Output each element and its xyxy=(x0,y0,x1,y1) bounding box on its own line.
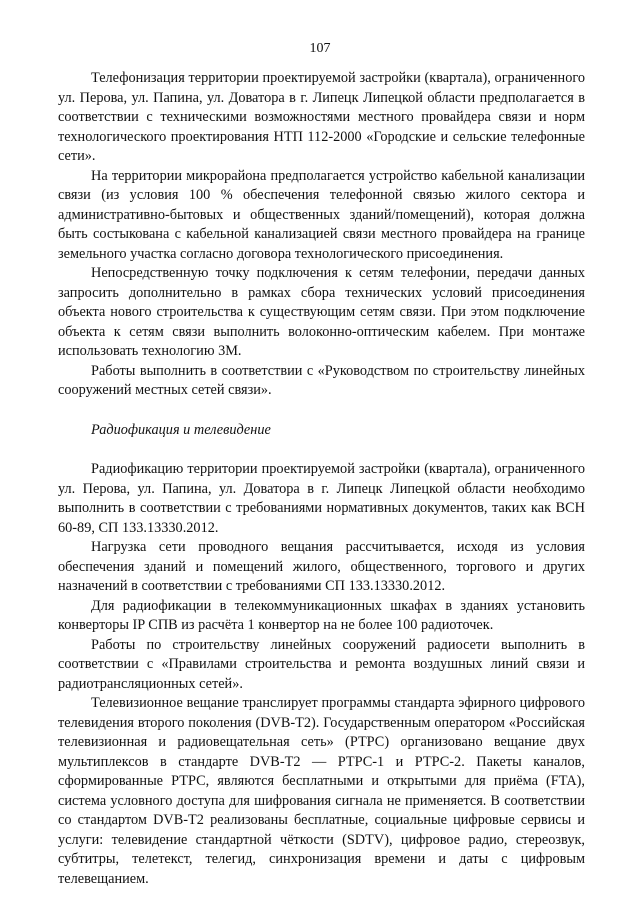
paragraph-network-load: Нагрузка сети проводного вещания рассчитывается, исходя из условия обеспечения зданий и помещений жилого, общественного, торгового и других назначений в соответствии с требованиями СП 133.13330.2012. xyxy=(58,539,585,594)
paragraph-converters: Для радиофикации в телекоммуникационных шкафах в зданиях установить конверторы IP СПВ из расчёта 1 конвертор на не более 100 радиоточек. xyxy=(58,597,585,633)
page-body xyxy=(58,69,585,889)
paragraph-connection-point: Непосредственную точку подключения к сетям телефонии, передачи данных запросить дополнительно в рамках сбора технических условий присоединения объекта нового строительства к существующим сетям связи. При этом подключение объекта к сетям связи выполнить волоконно-оптическим кабелем. При монтаже использовать технологию 3М. xyxy=(58,265,585,359)
paragraph-cable-canalization: На территории микрорайона предполагается устройство кабельной канализации связи (из условия 100 % обеспечения телефонной связью жилого сектора и административно-бытовых и общественных зданий/помещений), которая должна быть состыкована с кабельной канализацией связи местного провайдера на границе земельного участка согласно договора технологического присоединения. xyxy=(58,167,585,262)
paragraph-television: Телевизионное вещание транслирует программы стандарта эфирного цифрового телевидения второго поколения (DVB-T2). Государственным оператором «Российская телевизионная и радиовещательная сеть» (РТРС) организовано вещание двух мультиплексов в стандарте DVB-T2 — РТРС-1 и РТРС-2. Пакеты каналов, сформированные РТРС, являются бесплатными и открытыми для приёма (FTA), система условного доступа для шифрования сигнала не применяется. В соответствии со стандартом DVB-T2 реализованы бесплатные, социальные цифровые сервисы и услуги: телевидение стандартной чёткости (SDTV), цифровое радио, стереозвук, субтитры, телетекст, телегид, синхронизация времени и даты с цифровым телевещанием. xyxy=(58,695,585,887)
page-number: 107 xyxy=(309,41,331,56)
paragraph-radio-lines: Работы по строительству линейных сооружений радиосети выполнить в соответствии с «Правилами строительства и ремонта воздушных линий связи и радиотрансляционных сетей». xyxy=(58,636,585,692)
section-heading-radio-tv: Радиофикация и телевидение xyxy=(91,421,271,438)
paragraph-works-guide: Работы выполнить в соответствии с «Руководством по строительству линейных сооружений местных сетей связи». xyxy=(58,362,585,398)
paragraph-telephony-intro: Телефонизация территории проектируемой застройки (квартала), ограниченного ул. Перова, ул. Папина, ул. Доватора в г. Липецк Липецкой области предполагается в соответствии с техническими возможностями местного провайдера связи и норм технологического проектирования НТП 112-2000 «Городские и сельские телефонные сети». xyxy=(58,70,585,164)
paragraph-radiofication: Радиофикацию территории проектируемой застройки (квартала), ограниченного ул. Перова, ул. Папина, ул. Доватора в г. Липецк Липецкой области необходимо выполнить в соответствии с требованиями нормативных документов, таких как ВСН 60-89, СП 133.13330.2012. xyxy=(58,461,585,536)
